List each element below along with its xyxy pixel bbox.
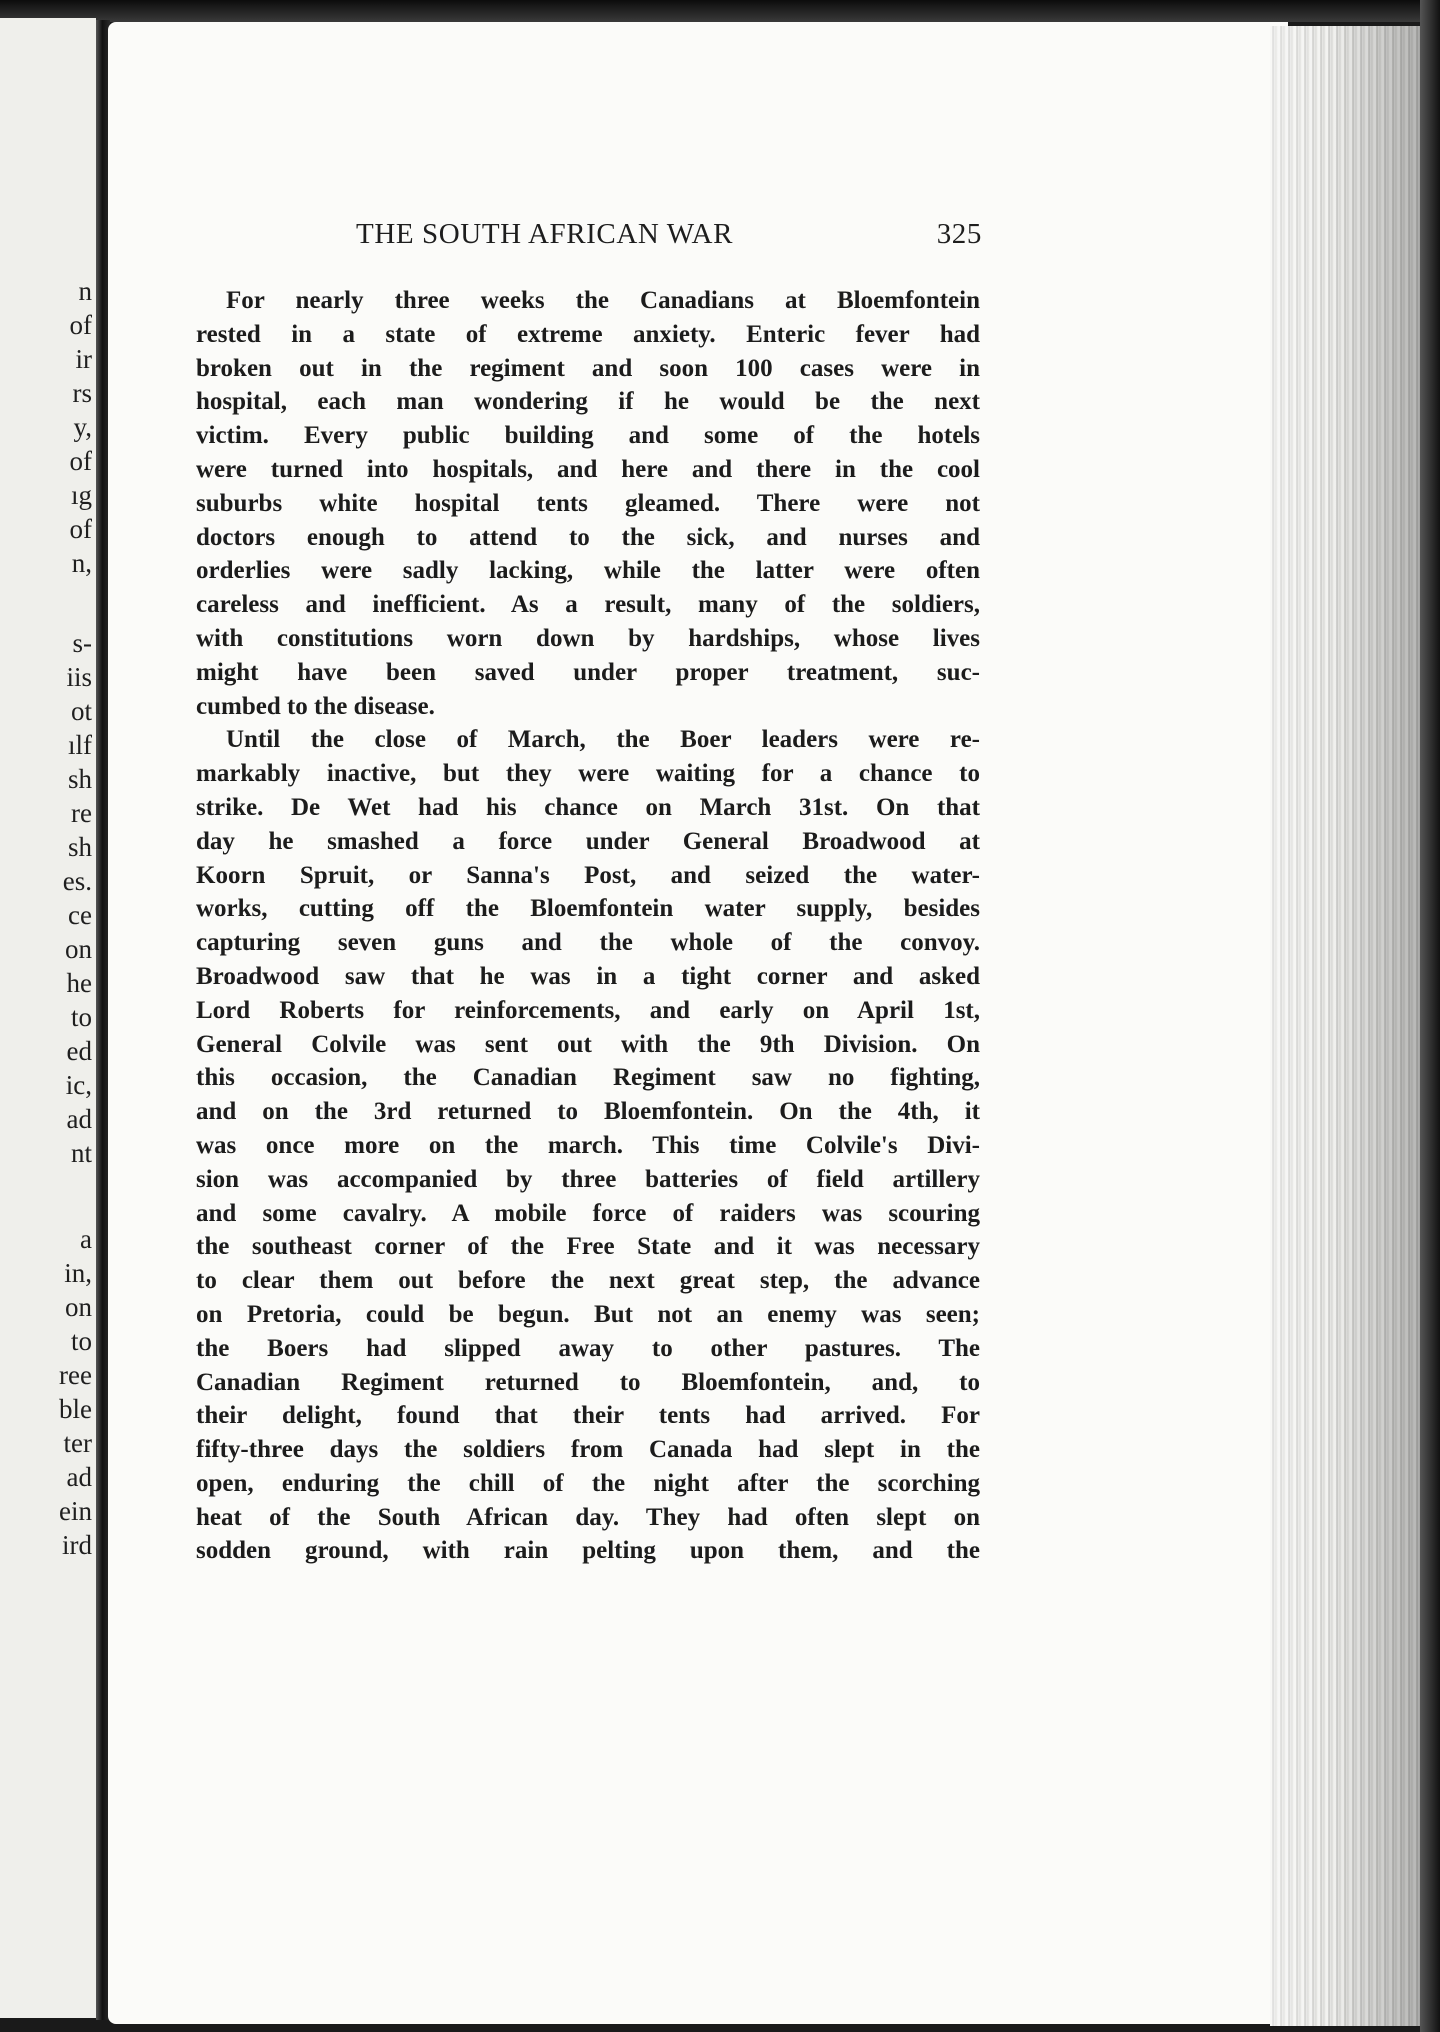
body-text (196, 284, 980, 1568)
text-line: works, cutting off the Bloemfontein water supply, besides (196, 895, 980, 923)
text-line: the southeast corner of the Free State and it was necessary (196, 1233, 980, 1261)
text-line: markably inactive, but they were waiting for a chance to (196, 760, 980, 788)
text-line: this occasion, the Canadian Regiment saw no fighting, (196, 1064, 980, 1092)
facing-fragment: of (69, 446, 92, 476)
facing-fragment: on (65, 1292, 92, 1322)
text-line: to clear them out before the next great step, the advance (196, 1267, 980, 1295)
text-line: rested in a state of extreme anxiety. Enteric fever had (196, 320, 980, 348)
text-line: Koorn Spruit, or Sanna's Post, and seized the water- (196, 861, 980, 889)
text-line: Until the close of March, the Boer leaders were re- (226, 726, 980, 754)
facing-fragment: ad (66, 1104, 92, 1134)
page-edges-shadow (1270, 26, 1420, 2026)
text-line: Lord Roberts for reinforcements, and early on April 1st, (196, 996, 980, 1024)
text-line: General Colvile was sent out with the 9th Division. On (196, 1030, 980, 1058)
facing-fragment: of (69, 310, 92, 340)
facing-fragment: s- (72, 628, 92, 658)
facing-fragment: ble (59, 1394, 92, 1424)
text-line: victim. Every public building and some of the hotels (196, 422, 980, 450)
facing-fragment: ad (66, 1462, 92, 1492)
text-line: on Pretoria, could be begun. But not an enemy was seen; (196, 1300, 980, 1328)
facing-fragment: rs (72, 378, 92, 408)
facing-fragment: ot (70, 696, 92, 726)
facing-fragment: in, (64, 1258, 92, 1288)
text-line: orderlies were sadly lacking, while the latter were often (196, 557, 980, 585)
text-line: and on the 3rd returned to Bloemfontein. On the 4th, it (196, 1098, 980, 1126)
facing-fragment: es. (62, 866, 92, 896)
facing-fragment: re (71, 798, 92, 828)
text-line: heat of the South African day. They had often slept on (196, 1503, 980, 1531)
running-title: THE SOUTH AFRICAN WAR (356, 218, 734, 250)
text-line: the Boers had slipped away to other pastures. The (196, 1334, 980, 1362)
text-line: was once more on the march. This time Colvile's Divi- (196, 1131, 980, 1159)
text-line: capturing seven guns and the whole of the convoy. (196, 929, 980, 957)
text-line: were turned into hospitals, and here and there in the cool (196, 455, 980, 483)
facing-fragment: of (69, 514, 92, 544)
text-line: their delight, found that their tents had arrived. For (196, 1402, 980, 1430)
text-line: fifty-three days the soldiers from Canada had slept in the (196, 1436, 980, 1464)
facing-fragment: to (70, 1002, 92, 1032)
text-line: with constitutions worn down by hardships, whose lives (196, 624, 980, 652)
text-line: careless and inefficient. As a result, many of the soldiers, (196, 591, 980, 619)
facing-fragment: ed (66, 1036, 92, 1066)
facing-fragment: ic, (65, 1070, 92, 1100)
facing-fragment: ter (63, 1428, 92, 1458)
facing-fragment: to (70, 1326, 92, 1356)
text-line: suburbs white hospital tents gleamed. There were not (196, 489, 980, 517)
facing-fragment: ılf (68, 730, 92, 760)
text-line: For nearly three weeks the Canadians at Bloemfontein (226, 287, 980, 314)
facing-fragment: n, (71, 548, 92, 578)
text-line: Broadwood saw that he was in a tight corner and asked (196, 962, 980, 990)
scan-top-edge (0, 0, 1440, 22)
text-line: open, enduring the chill of the night after the scorching (196, 1469, 980, 1497)
facing-fragment: a (80, 1224, 92, 1254)
facing-fragment: ird (62, 1530, 92, 1560)
text-line: Canadian Regiment returned to Bloemfontein, and, to (196, 1368, 980, 1396)
text-line: hospital, each man wondering if he would be the next (196, 388, 980, 416)
facing-fragment: ein (59, 1496, 92, 1526)
running-head (190, 218, 982, 254)
text-line: cumbed to the disease. (196, 692, 435, 720)
facing-fragment: he (66, 968, 92, 998)
facing-fragment: nt (70, 1138, 92, 1168)
facing-fragment: y, (73, 412, 92, 442)
facing-fragment: iis (66, 662, 92, 692)
facing-fragment: sh (67, 764, 92, 794)
text-line: broken out in the regiment and soon 100 cases were in (196, 354, 980, 382)
facing-fragment: ree (59, 1360, 92, 1390)
text-line: sodden ground, with rain pelting upon them, and the (196, 1537, 980, 1565)
text-line: day he smashed a force under General Broadwood at (196, 827, 980, 855)
text-line: sion was accompanied by three batteries of field artillery (196, 1165, 980, 1193)
facing-fragment: ıg (70, 480, 92, 510)
facing-fragment: n (78, 276, 92, 306)
text-line: and some cavalry. A mobile force of raiders was scouring (196, 1199, 980, 1227)
cover-edge (1420, 0, 1440, 2032)
page-number: 325 (936, 218, 982, 250)
facing-fragment: sh (67, 832, 92, 862)
text-line: strike. De Wet had his chance on March 31st. On that (196, 793, 980, 821)
facing-fragment: ce (68, 900, 92, 930)
facing-fragment: on (65, 934, 92, 964)
text-line: doctors enough to attend to the sick, and nurses and (196, 523, 980, 551)
facing-fragment: ir (75, 344, 92, 374)
facing-page (0, 18, 96, 2018)
text-line: might have been saved under proper treatment, suc- (196, 658, 980, 686)
